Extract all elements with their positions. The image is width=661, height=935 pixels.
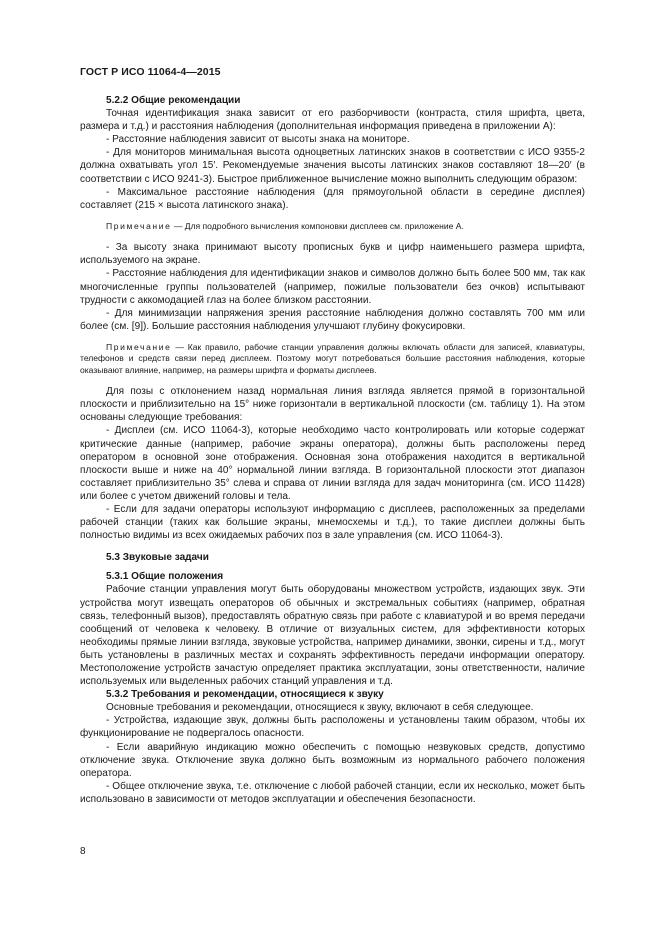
list-item: - Дисплеи (см. ИСО 11064-3), которые необходимо часто контролировать или которые содержат критические данные (например, рабочие экраны оператора), должны быть расположены перед оператором в основной зоне отображения. Основная зона отображения находится в вертикальной плоскости выше и ниже на 40° нормальной линии взгляда. В горизонтальной плоскости этот диапазон составляет приблизительно 35° слева и справа от линии взгляда для задач мониторинга (см. ИСО 11428) или более с учетом движений головы и тела. — [80, 425, 585, 502]
paragraph: Рабочие станции управления могут быть оборудованы множеством устройств, издающих звук. Эти устройства могут извещать операторов об обычных и экстремальных событиях (например, обратная связь, телефонный вызов), предоставлять обратную связь при работе с клавиатурой и во время передачи сообщений от человека к человеку. В отличие от визуальных систем, для эффективности которых необходимы прямые линии взгляда, звуковые устройства, например динамики, звонки, сирены и т.д., могут быть установлены в различных местах и сохранять эффективность передачи информации оператору. Местоположение устройств зачастую определяет практика эксплуатации, зоны ответственности, наличие используемых или выделенных рабочих станций управления и т.д. — [80, 584, 585, 688]
section-heading-5-2-2: 5.2.2 Общие рекомендации — [106, 95, 241, 106]
document-body — [80, 94, 585, 806]
note-text: — Как правило, рабочие станции управления должны включать области для записей, клавиатуры, телефонов и средств связи перед дисплеем. Поэтому могут потребоваться большие расстояния наблюдения, которые оказывают влияние, например, на размеры шрифта и форматы дисплеев. — [80, 341, 585, 375]
list-item: - Если для задачи операторы используют информацию с дисплеев, расположенных за пределами рабочей станции (таких как большие экраны, мнемосхемы и т.д.), то такие дисплеи должны быть полностью видимы из всех ожидаемых рабочих поз в зале управления (см. ИСО 11064-3). — [80, 503, 585, 542]
note-text: — Для подробного вычисления компоновки дисплеев см. приложение А. — [171, 220, 464, 231]
note — [80, 221, 585, 232]
document-header: ГОСТ Р ИСО 11064-4—2015 — [80, 66, 221, 78]
list-item: - Расстояние наблюдения зависит от высоты знака на мониторе. — [106, 134, 410, 146]
paragraph: Для позы с отклонением назад нормальная линия взгляда является прямой в горизонтальной плоскости и приблизительно на 15° ниже горизонтали в вертикальной плоскости (см. таблицу 1). На этом основаны следующие требования: — [80, 386, 585, 424]
note — [80, 342, 585, 376]
section-heading-5-3: 5.3 Звуковые задачи — [106, 552, 209, 564]
section-heading-5-3-2: 5.3.2 Требования и рекомендации, относящиеся к звуку — [106, 689, 384, 701]
list-item: - Для мониторов минимальная высота одноцветных латинских знаков в соответствии с ИСО 9355-2 должна охватывать угол 15′. Рекомендуемые значения высоты латинских знаков составляют 18—20′ (в соответствии с ИСО 9241-3). Быстрое приближенное вычисление можно выполнить следующим образом: — [80, 147, 585, 185]
section-heading-5-3-1: 5.3.1 Общие положения — [106, 571, 224, 583]
list-item: - Расстояние наблюдения для идентификации знаков и символов должно быть более 500 мм, так как многочисленные группы пользователей (например, пожилые пользователи без очков) испытывают трудности с аккомодацией глаз на более близком расстоянии. — [80, 268, 585, 306]
list-item: - Устройства, издающие звук, должны быть расположены и установлены таким образом, чтобы их функционирование не подвергалось опасности. — [80, 715, 585, 740]
list-item: - Для минимизации напряжения зрения расстояние наблюдения должно составлять 700 мм или более (см. [9]). Большие расстояния наблюдения улучшают глубину фокусировки. — [80, 307, 585, 332]
note-label: Примечание — [106, 220, 172, 231]
paragraph: Точная идентификация знака зависит от его разборчивости (контраста, стиля шрифта, цвета, размера и т.д.) и расстояния наблюдения (дополнительная информация приведена в приложении А): — [80, 108, 585, 133]
page-number: 8 — [80, 846, 86, 857]
list-item: - Общее отключение звука, т.е. отключение с любой рабочей станции, если их несколько, может быть использовано в зависимости от методов эксплуатации и обеспечения безопасности. — [80, 780, 585, 805]
note-label: Примечание — [106, 341, 172, 352]
list-item: - За высоту знака принимают высоту прописных букв и цифр наименьшего размера шрифта, используемого на экране. — [80, 242, 585, 267]
paragraph: Основные требования и рекомендации, относящиеся к звуку, включают в себя следующее. — [106, 702, 534, 714]
list-item: - Если аварийную индикацию можно обеспечить с помощью незвуковых средств, допустимо отключение звука. Отключение звука должно быть возможным из нормального рабочего положения оператора. — [80, 741, 585, 779]
list-item: - Максимальное расстояние наблюдения (для прямоугольной области в середине дисплея) составляет (215 × высота латинского знака). — [80, 186, 585, 211]
